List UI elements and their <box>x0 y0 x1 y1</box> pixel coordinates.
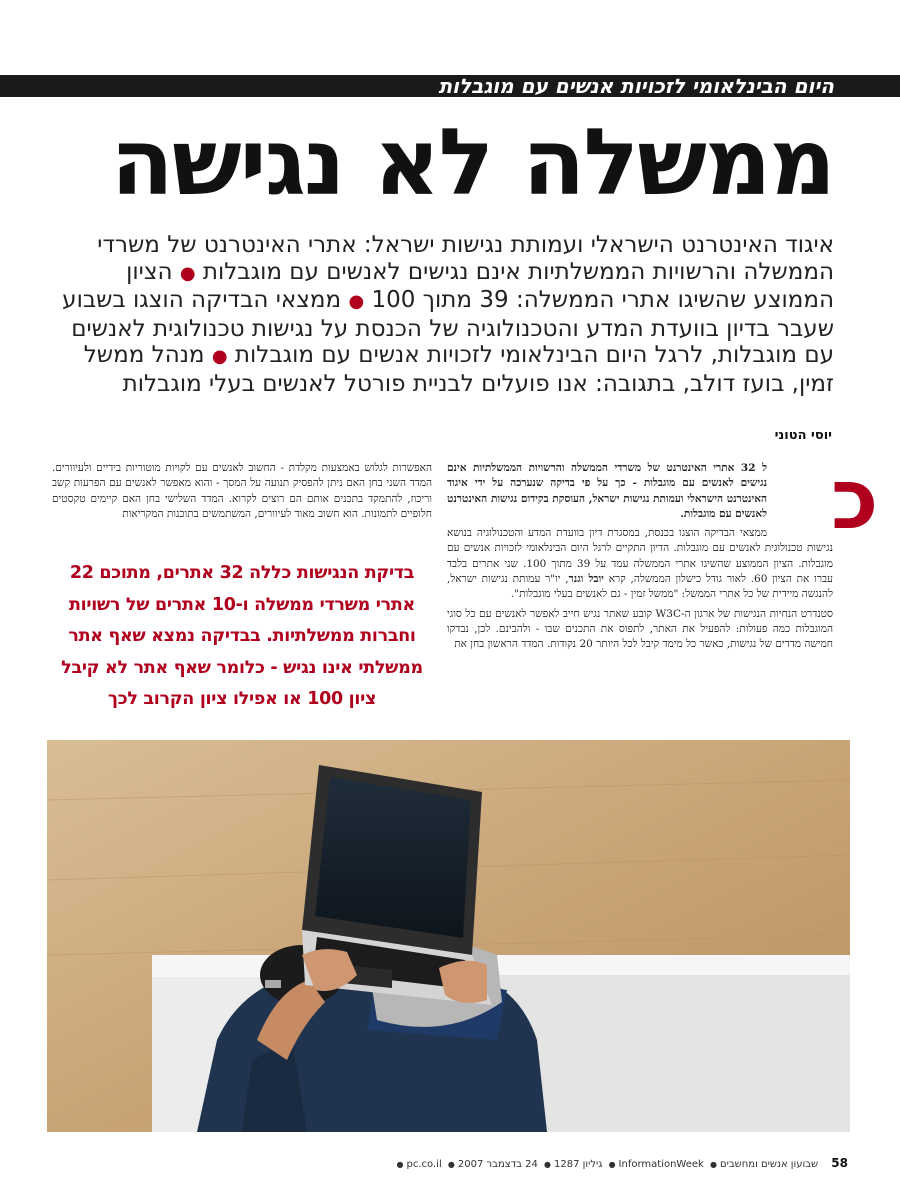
article-paragraph: ממצאי הבדיקה הוצגו בכנסת, במסגרת דיון בוועדת המדע והטכנולוגיה בנושא נגישות טכנולוגית לאנשים עם מוגבלות. הדיון התקיים לרגל היום הבינלאומי לזכויות אנשים עם מוגבלות. הציון הממוצע שהשיגו אתרי הממשלה עמד על 39 מתוך 100. שני אתרים בלבד עברו את הציון 60. לאור גודל כישלון הממשלה, קרא יובל וגנר, יו"ר עמותת נגישות ישראל, להנגשה מיידית של כל אתרי הממשל: "ממשל זמין - גם לאנשים בעלי מוגבלות". <box>447 527 834 601</box>
bullet-icon: ● <box>608 1160 616 1169</box>
kicker: היום הבינלאומי לזכויות אנשים עם מוגבלות <box>438 74 834 98</box>
lead-paragraph <box>40 232 834 398</box>
issue-number: גיליון 1287 <box>554 1159 603 1170</box>
dropcap-letter <box>773 450 879 548</box>
article-intro: ל 32 אתרי האינטרנט של משרדי הממשלה והרשויות הממשלתיות אינם נגישים לאנשים עם מוגבלות - כך על פי בדיקה שנערכה על ידי איגוד האינטרנט הישראלי ועמותת נגישות ישראל, העוסקת בקידום נגישות האינטרנט לאנשים עם מוגבלות. <box>447 462 767 520</box>
svg-text:כ: כ <box>831 450 879 548</box>
bullet-icon: ● <box>710 1160 718 1169</box>
pull-quote: בדיקת הנגישות כללה 32 אתרים, מתוכם 22 אתרי משרדי ממשלה ו-10 אתרים של רשויות וחברות ממשלתיות. בבדיקה נמצא שאף אתר ממשלתי אינו נגיש - כלומר שאף אתר לא קיבל ציון 100 או אפילו ציון הקרוב לכך <box>61 563 423 709</box>
bullet-icon: ● <box>447 1160 455 1169</box>
bullet-icon: ● <box>179 262 196 284</box>
lead-sentence: ממצאי הבדיקה הוצגו בשבוע שעבר בדיון בוועדת המדע והטכנולוגיה של הכנסת על נגישות טכנולוגית לאנשים עם מוגבלות, לרגל היום הבינלאומי לזכויות אנשים עם מוגבלות <box>62 287 834 369</box>
photo-illustration <box>47 740 850 1132</box>
page-footer <box>394 1156 848 1170</box>
article-column-left <box>52 461 432 551</box>
issue-date: 24 בדצמבר 2007 <box>457 1159 538 1170</box>
lead-sentence: הציון הממוצע שהשיגו אתרי הממשלה: 39 מתוך 100 <box>126 258 834 314</box>
page-number: 58 <box>831 1156 848 1170</box>
person-name: יובל וגנר <box>568 573 604 586</box>
bullet-icon: ● <box>396 1160 404 1169</box>
bullet-icon: ● <box>348 291 365 313</box>
lead-sentence: איגוד האינטרנט הישראלי ועמותת נגישות ישראל: אתרי האינטרנט של משרדי הממשלה והרשויות הממשלתיות אינם נגישים לאנשים עם מוגבלות <box>97 232 834 285</box>
publication-name: שבועון אנשים ומחשבים <box>720 1159 819 1170</box>
laptop-user-photo <box>47 740 850 1132</box>
headline: ממשלה לא נגישה <box>110 109 834 216</box>
article-paragraph: האפשרות לגלוש באמצעות מקלדת - החשוב לאנשים עם לקויות מוטוריות בידיים ולעיוורים. המדד השני בחן האם ניתן להפסיק תנועה על המסך - והוא מאפשר לאנשים עם הפרעות קשב וריכוז, להתמקד בתכנים אותם הם רוצים לקרוא. המדד השלישי בחן האם קיימים טקסטים חלופיים לתמונות. הוא חשוב מאוד לעיוורים, המשתמשים בתוכנות המקריאות <box>52 462 432 520</box>
brand-name: InformationWeek <box>618 1159 704 1170</box>
byline: יוסי הטוני <box>774 428 832 443</box>
bullet-icon: ● <box>544 1160 552 1169</box>
article-paragraph: סטנדרט הנחיות הנגישות של ארגון ה-W3C קובע שאתר נגיש חייב לאפשר לאנשים עם כל סוגי המוגבלות כמה פעולות: להפעיל את האתר, לתפוס את התכנים שבו - ולהבינם. לכן, נבדקו חמישה מדדים של נגישות, כאשר כל מימד קיבל לכל היותר 20 נקודות. המדד הראשון בחן את <box>447 607 833 651</box>
bullet-icon: ● <box>211 346 228 368</box>
article-column-right <box>447 450 879 729</box>
lead-sentence: מנהל ממשל זמין, בועז דולב, בתגובה: אנו פועלים לבניית פורטל לאנשים בעלי מוגבלות <box>83 342 834 397</box>
site-link[interactable]: pc.co.il <box>406 1159 442 1170</box>
